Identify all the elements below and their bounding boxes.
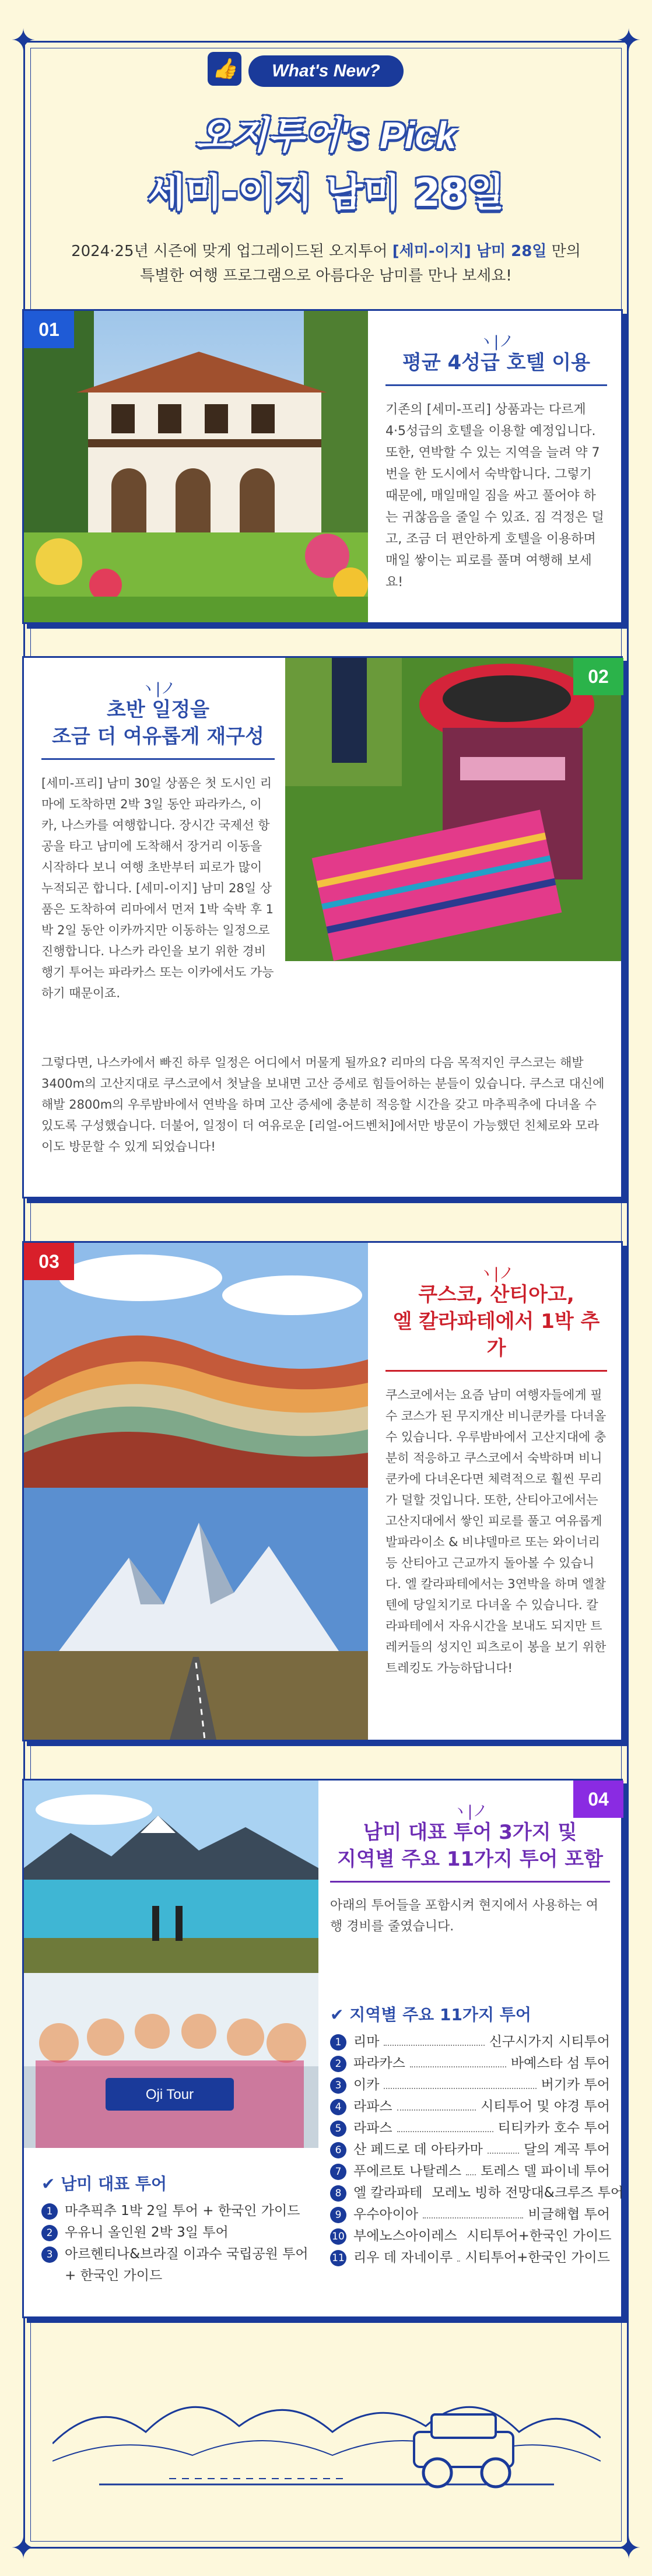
section-03-text <box>385 1266 607 1678</box>
number-badge: 2 <box>41 2225 58 2241</box>
tour-place: 라파스 <box>353 2099 392 2114</box>
tour-place: 엘 칼라파테 <box>353 2185 423 2200</box>
list-item <box>330 2031 610 2053</box>
section-04-title-l2: 지역별 주요 11가지 투어 포함 <box>337 1848 603 1871</box>
jeep-illustration <box>52 2362 601 2502</box>
star-icon: ✦ <box>10 2531 36 2566</box>
pick-heading: 오지투어's Pick <box>195 114 457 156</box>
section-03-body: 쿠스코에서는 요즘 남미 여행자들에게 필수 코스가 된 무지개산 비니쿤카를 다녀올 수 있습니다. 우루밤바에서 고산지대에 충분히 적응하고 쿠스코에서 숙박하며 비니쿤카에 다녀온다면 체력적으로 훨씬 무리가 덜할 것입니다. 또한, 산티아고에서는 고산지대에서 쌓인 피로를 풀고 여유롭게 발파라이소 & 비냐델마르 또는 와이너리 등 산티아고 근교까지 돌아볼 수 있습니다. 엘 칼라파테에서는 3연박을 하며 엘찰텐에 당일치기로 다녀올 수 있습니다. 칼라파테에서 자유시간을 보내도 되지만 트레커들의 성지인 피츠로이 봉을 보기 위한 트레킹도 가능하답니다! <box>385 1388 607 1675</box>
tour-place: 라파스 <box>353 2121 392 2136</box>
section-02-text <box>41 681 275 1004</box>
star-icon: ✦ <box>10 23 36 58</box>
section-02-body-wide: 그렇다면, 나스카에서 빠진 하루 일정은 어디에서 머물게 될까요? 리마의 다음 목적지인 쿠스코는 해발 3400m의 고산지대로 쿠스코에서 첫날을 보내면 고산 증세로 힘들어하는 분들이 있습니다. 쿠스코 대신에 해발 2800m의 우루밤바에서 연박을 하며 고산 증세에 충분히 적응할 시간을 갖고 마추픽추에 다녀올 수 있도록 구성했습니다. 더불어, 일정이 더 여유로운 [리얼-어드벤처]에서만 방문이 가능했던 친체로와 모라이도 방문할 수 있게 되었습니다! <box>41 1056 605 1154</box>
section-04-title-l1: 남미 대표 투어 3가지 및 <box>363 1821 577 1844</box>
star-icon: ✦ <box>616 23 642 58</box>
tour-name: 마추픽추 1박 2일 투어 + 한국인 가이드 <box>65 2203 300 2218</box>
list-item <box>330 2096 610 2118</box>
list-item <box>330 2182 624 2204</box>
fitz-roy-photo <box>24 1488 368 1740</box>
list-item <box>330 2225 610 2247</box>
section-02-body-narrow: [세미-프리] 남미 30일 상품은 첫 도시인 리마에 도착하면 2박 3일 동안 파라카스, 이카, 나스카를 여행합니다. 장시간 국제선 항공을 타고 남미에 도착해서 장거리 이동을 시작하다 보니 여행 초반부터 피로가 많이 누적되곤 합니다. [세미-이지] 남미 28일 상품은 도착하여 리마에서 먼저 1박 숙박 후 1박 2일 동안 이카까지만 이동하는 일정으로 진행합니다. 나스카 라인을 보기 위한 경비행기 투어는 파라카스 또는 이카에서도 가능하기 때문이죠. <box>41 776 274 1000</box>
section-number-badge: 02 <box>573 658 623 695</box>
number-badge: 9 <box>330 2207 346 2223</box>
regional-tours-rows <box>330 2031 624 2269</box>
section-03-title-l2: 엘 칼라파테에서 1박 추가 <box>392 1310 600 1360</box>
tour-name: 달의 계곡 투어 <box>524 2142 610 2157</box>
sparkle-icon: ヽ|ノ <box>452 1803 488 1820</box>
number-badge: 1 <box>41 2203 58 2220</box>
section-number-badge: 03 <box>24 1243 74 1280</box>
tour-place: 이카 <box>353 2077 380 2093</box>
tour-name: 버기카 투어 <box>541 2077 610 2093</box>
list-item <box>41 2222 316 2244</box>
tour-name: 시티투어 및 야경 투어 <box>481 2099 610 2114</box>
section-number-badge: 04 <box>573 1781 623 1818</box>
dot-leader <box>397 2104 476 2111</box>
whats-new-badge <box>212 55 403 87</box>
main-tours-rows <box>41 2200 316 2287</box>
title-divider <box>41 758 275 760</box>
intro-post: 만의 <box>546 243 581 260</box>
main-tours-list <box>41 2171 316 2287</box>
tour-place: 파라카스 <box>353 2056 405 2071</box>
tour-name: 시티투어+한국인 가이드 <box>466 2228 612 2244</box>
dot-leader <box>384 2082 536 2089</box>
page-title: 세미-이지 남미 28일 <box>148 170 504 215</box>
list-item <box>330 2139 610 2161</box>
section-02-title-l1: 초반 일정을 <box>106 698 210 721</box>
check-icon: ✔ <box>41 2174 61 2193</box>
number-badge: 2 <box>330 2056 346 2072</box>
tour-place: 부에노스아이레스 <box>353 2228 457 2244</box>
number-badge: 10 <box>330 2228 346 2245</box>
section-01-text <box>385 334 607 593</box>
main-tours-heading <box>41 2171 316 2195</box>
sparkle-icon: ヽ|ノ <box>478 1265 514 1282</box>
number-badge: 1 <box>330 2034 346 2051</box>
list-item <box>330 2161 610 2182</box>
main-tours-heading-text: 남미 대표 투어 <box>61 2174 167 2193</box>
title-divider <box>330 1881 610 1883</box>
intro-line2: 특별한 여행 프로그램으로 아름다운 남미를 만나 보세요! <box>140 267 512 285</box>
tour-place: 우수아이아 <box>353 2207 419 2222</box>
tour-name: 모레노 빙하 전망대&크루즈 투어 <box>432 2185 624 2200</box>
section-04-body: 아래의 투어들을 포함시켜 현지에서 사용하는 여행 경비를 줄였습니다. <box>330 1898 599 1934</box>
list-item <box>41 2244 316 2287</box>
number-badge: 3 <box>41 2246 58 2263</box>
section-01-body: 기존의 [세미-프리] 상품과는 다르게 4·5성급의 호텔을 이용할 예정입니다. 또한, 연박할 수 있는 지역을 늘려 약 7번을 한 도시에서 숙박합니다. 그렇기 때문에, 매일매일 짐을 싸고 풀어야 하는 귀찮음을 줄일 수 있죠. 짐 걱정은 덜고, 조금 더 편안하게 호텔을 이용하며 매일 쌓이는 피로를 풀며 여행해 보세요! <box>385 402 604 590</box>
dot-leader <box>423 2211 523 2218</box>
dot-leader <box>457 2255 460 2262</box>
tour-place: 푸에르토 나탈레스 <box>353 2164 462 2179</box>
title-divider <box>385 384 607 386</box>
tour-place: 리마 <box>353 2034 380 2049</box>
thumbs-up-icon: 👍 <box>208 52 241 86</box>
dot-leader <box>397 2125 493 2132</box>
tour-name: 아르헨티나&브라질 이과수 국립공원 투어 + 한국인 가이드 <box>65 2246 309 2283</box>
section-04-text <box>330 1804 610 1937</box>
intro-pre: 2024·25년 시즌에 맞게 업그레이드된 오지투어 <box>71 243 392 260</box>
page-header <box>0 55 652 288</box>
group-banner-text: Oji Tour <box>145 2087 194 2102</box>
dot-leader <box>466 2168 476 2175</box>
dot-leader <box>384 2039 484 2046</box>
list-item <box>330 2074 610 2096</box>
sparkle-icon: ヽ|ノ <box>478 333 514 351</box>
tour-name: 비글해협 투어 <box>528 2207 610 2222</box>
number-badge: 4 <box>330 2099 346 2115</box>
whats-new-label: What's New? <box>272 61 380 80</box>
number-badge: 5 <box>330 2121 346 2137</box>
section-03-card <box>22 1241 623 1741</box>
patagonia-lake-photo <box>24 1781 318 1973</box>
section-01-title: 평균 4성급 호텔 이용 <box>402 351 590 374</box>
tour-name: 신구시가지 시티투어 <box>489 2034 610 2049</box>
dot-leader <box>488 2147 519 2154</box>
rainbow-mountain-photo <box>24 1243 368 1488</box>
tour-place: 산 페드로 데 아타카마 <box>353 2142 483 2157</box>
list-item <box>330 2247 610 2269</box>
tour-name: 토레스 델 파이네 투어 <box>481 2164 610 2179</box>
number-badge: 8 <box>330 2185 346 2202</box>
sparkle-icon: ヽ|ノ <box>140 680 176 698</box>
section-02-card <box>22 656 623 1198</box>
hotel-photo <box>24 311 368 622</box>
check-icon: ✔ <box>330 2005 350 2024</box>
dot-leader <box>410 2060 506 2067</box>
section-number-badge: 01 <box>24 311 74 348</box>
section-02-title-l2: 조금 더 여유롭게 재구성 <box>52 725 264 748</box>
list-item <box>330 2118 610 2139</box>
number-badge: 6 <box>330 2142 346 2158</box>
regional-tours-list <box>330 2002 624 2269</box>
section-03-title-l1: 쿠스코, 산티아고, <box>418 1283 574 1306</box>
section-01-card <box>22 309 623 624</box>
regional-tours-heading <box>330 2002 610 2025</box>
intro-bold: [세미-이지] 남미 28일 <box>392 243 547 260</box>
number-badge: 3 <box>330 2077 346 2094</box>
tour-place: 리우 데 자네이루 <box>353 2250 453 2265</box>
regional-tours-heading-text: 지역별 주요 11가지 투어 <box>349 2005 531 2024</box>
tour-name: 바예스타 섬 투어 <box>510 2056 610 2071</box>
tour-name: 티티카카 호수 투어 <box>497 2121 610 2136</box>
number-badge: 11 <box>330 2250 346 2266</box>
title-divider <box>385 1370 607 1372</box>
intro-text <box>0 239 652 288</box>
tour-name: 시티투어+한국인 가이드 <box>465 2250 610 2265</box>
list-item <box>41 2200 316 2222</box>
star-icon: ✦ <box>616 2531 642 2566</box>
list-item <box>330 2053 610 2074</box>
number-badge: 7 <box>330 2164 346 2180</box>
list-item <box>330 2204 610 2225</box>
group-photo <box>24 1973 318 2148</box>
tour-name: 우유니 올인원 2박 3일 투어 <box>65 2225 229 2240</box>
weaving-photo <box>285 658 621 961</box>
section-04-card <box>22 1779 623 2318</box>
